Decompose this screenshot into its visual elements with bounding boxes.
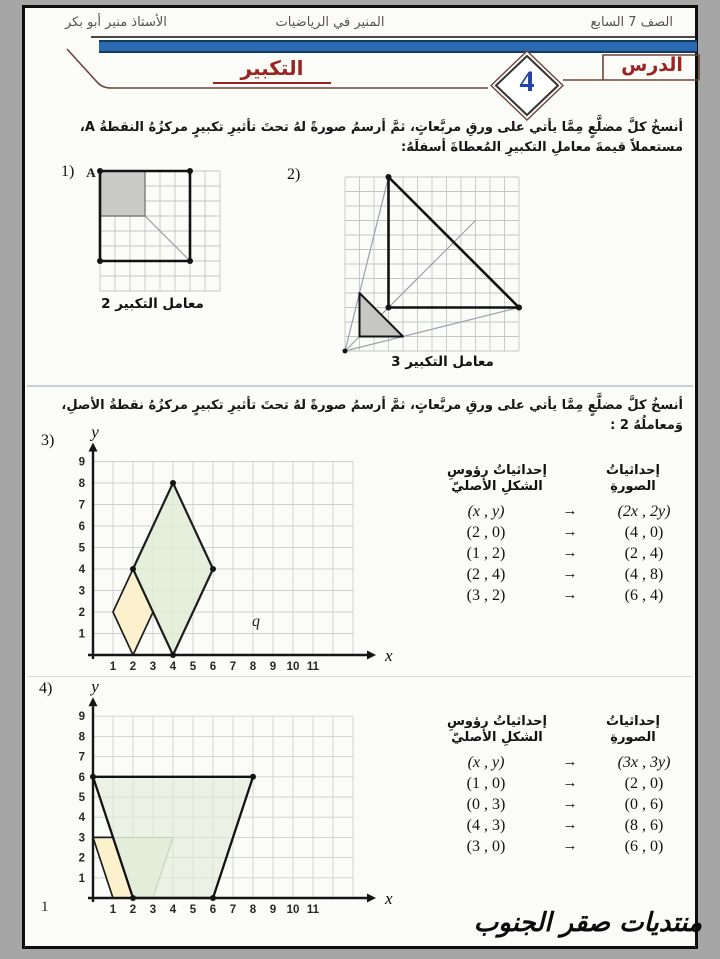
image-coordinates: (2 , 4) [624,544,664,562]
table-3-header-original-line2: الشكلِ الأصليّ [451,479,543,494]
image-coordinates: (2x , 2y) [617,502,671,520]
svg-text:q: q [252,612,260,630]
mapping-table-3 [427,463,693,606]
instruction-1-line-1: أنسخُ كلَّ مضلَّعٍ مِمَّا يأتي على ورقِ مربَّعاتٍ، ثمَّ أرسمُ صورةً لهُ تحتَ تأثيرِ تكبيرٍ مركزُهُ النقطةُ A، [79,120,683,135]
original-coordinates: (0 , 3) [466,795,506,813]
table-row [427,564,693,585]
maps-to-arrow: → [562,754,578,770]
problem-4-number: 4) [39,680,53,697]
svg-text:3: 3 [78,832,85,845]
svg-text:8: 8 [78,731,85,744]
table-4-header-image-line1: إحداثياتُ [606,714,660,729]
svg-text:9: 9 [269,661,277,673]
problem-3-number: 3) [41,432,55,449]
svg-text:7: 7 [78,499,85,512]
svg-text:8: 8 [249,904,257,916]
svg-text:2: 2 [78,852,85,865]
svg-text:7: 7 [229,904,237,916]
image-coordinates: (4 , 8) [624,565,664,583]
svg-text:3: 3 [149,661,157,673]
original-coordinates: (x , y) [467,753,505,771]
original-coordinates: (4 , 3) [466,816,506,834]
svg-text:4: 4 [78,812,85,825]
table-4-rows [427,752,693,857]
svg-text:3: 3 [149,904,157,916]
image-coordinates: (6 , 4) [624,586,664,604]
image-coordinates: (4 , 0) [624,523,664,541]
header-series-title: المنير في الرياضيات [275,15,385,30]
table-4-header-original-line2: الشكلِ الأصليّ [451,730,543,745]
table-row [427,773,693,794]
original-coordinates: (2 , 4) [466,565,506,583]
svg-text:5: 5 [78,792,85,804]
svg-text:9: 9 [269,904,277,916]
table-3-header-image-line2: الصورةِ [610,479,656,494]
svg-text:5: 5 [189,904,197,916]
original-coordinates: (3 , 2) [466,586,506,604]
svg-text:1: 1 [109,661,117,673]
svg-text:4: 4 [169,661,177,673]
maps-to-arrow: → [562,817,578,833]
svg-text:9: 9 [78,456,85,469]
image-coordinates: (8 , 6) [624,816,664,834]
maps-to-arrow: → [562,587,578,603]
graph-3-coordinate-plane [53,423,418,679]
svg-text:2: 2 [129,661,137,673]
svg-text:7: 7 [229,661,237,673]
svg-text:8: 8 [249,661,257,673]
mapping-table-4 [427,714,693,857]
table-4-header-image [573,714,693,746]
problem-1-number: 1) [61,163,75,180]
table-row [427,501,693,522]
table-row [427,794,693,815]
table-row [427,752,693,773]
original-coordinates: (1 , 2) [466,544,506,562]
lesson-title: التكبير [213,56,331,84]
figure-2-dilation-triangle [330,173,540,358]
original-coordinates: (x , y) [467,502,505,520]
image-coordinates: (3x , 3y) [617,753,671,771]
forum-watermark: منتديات صقر الجنوب [473,908,702,938]
table-3-header-image [573,463,693,495]
svg-text:2: 2 [129,904,137,916]
section-divider-1 [27,385,693,387]
svg-text:4: 4 [78,564,85,576]
table-row [427,585,693,606]
table-row [427,836,693,857]
maps-to-arrow: → [562,503,578,519]
svg-text:7: 7 [78,751,85,764]
table-3-header-original [427,463,567,495]
svg-text:1: 1 [109,904,117,916]
header-divider-line [91,36,695,38]
header-grade: الصف 7 السابع [590,15,673,30]
svg-text:3: 3 [78,585,85,598]
document-page [22,5,698,949]
svg-text:5: 5 [78,542,85,555]
table-3-header-image-line1: إحداثياتُ [606,463,660,478]
maps-to-arrow: → [562,775,578,791]
svg-text:2: 2 [78,607,85,619]
table-4-header-original-line1: إحداثياتُ رؤوسِ [446,714,548,729]
table-row [427,522,693,543]
svg-text:1: 1 [78,628,85,641]
instruction-2-line: أنسخُ كلَّ مضلَّعٍ مِمَّا يأتي على ورقِ مربَّعاتٍ، ثمَّ أرسمُ صورةً لهُ تحتَ تأثيرِ تكبيرٍ مركزُهُ نقطةُ الأصلِ، وَمعاملُهُ 2 : [61,398,683,433]
svg-text:A: A [86,165,96,180]
table-4-header [427,714,693,746]
maps-to-arrow: → [562,796,578,812]
svg-text:x: x [385,646,393,665]
figure-2-caption: معامل التكبير 3 [391,354,494,370]
svg-text:x: x [385,889,393,908]
svg-text:1: 1 [78,872,85,885]
table-3-header [427,463,693,495]
svg-text:10: 10 [286,904,300,916]
image-coordinates: (6 , 0) [624,837,664,855]
svg-text:9: 9 [78,711,85,724]
image-coordinates: (0 , 6) [624,795,664,813]
page-number: 1 [41,899,49,915]
table-3-rows [427,501,693,606]
lesson-ribbon-decoration [25,48,701,126]
image-coordinates: (2 , 0) [624,774,664,792]
original-coordinates: (3 , 0) [466,837,506,855]
maps-to-arrow: → [562,838,578,854]
problem-2-number: 2) [287,166,301,183]
table-4-header-original [427,714,567,746]
instruction-1-line-2: مستعملاً قيمةَ معاملِ التكبيرِ المُعطاةَ أسفلَهُ: [401,140,683,155]
svg-text:11: 11 [306,661,320,673]
svg-text:6: 6 [78,771,85,784]
svg-text:4: 4 [169,904,177,916]
table-row [427,815,693,836]
svg-text:6: 6 [209,904,217,916]
svg-text:y: y [91,422,99,442]
table-4-header-image-line2: الصورةِ [610,730,656,745]
original-coordinates: (2 , 0) [466,523,506,541]
lesson-label: الدرس [621,54,683,76]
original-coordinates: (1 , 0) [466,774,506,792]
table-row [427,543,693,564]
svg-text:11: 11 [306,904,320,916]
svg-text:5: 5 [189,661,197,673]
svg-text:8: 8 [78,478,85,490]
svg-text:6: 6 [78,521,85,533]
header-teacher: الأستاذ منير أبو بكر [65,15,167,30]
maps-to-arrow: → [562,524,578,540]
instruction-block-1 [59,118,683,158]
table-3-header-original-line1: إحداثياتُ رؤوسِ [446,463,548,478]
figure-1-dilation-square [65,160,255,310]
figure-1-caption: معامل التكبير 2 [101,296,204,312]
graph-4-coordinate-plane [53,673,418,925]
svg-text:6: 6 [209,661,217,673]
maps-to-arrow: → [562,545,578,561]
svg-text:10: 10 [286,661,300,673]
maps-to-arrow: → [562,566,578,582]
svg-text:y: y [91,677,99,697]
lesson-number: 4 [519,65,535,98]
